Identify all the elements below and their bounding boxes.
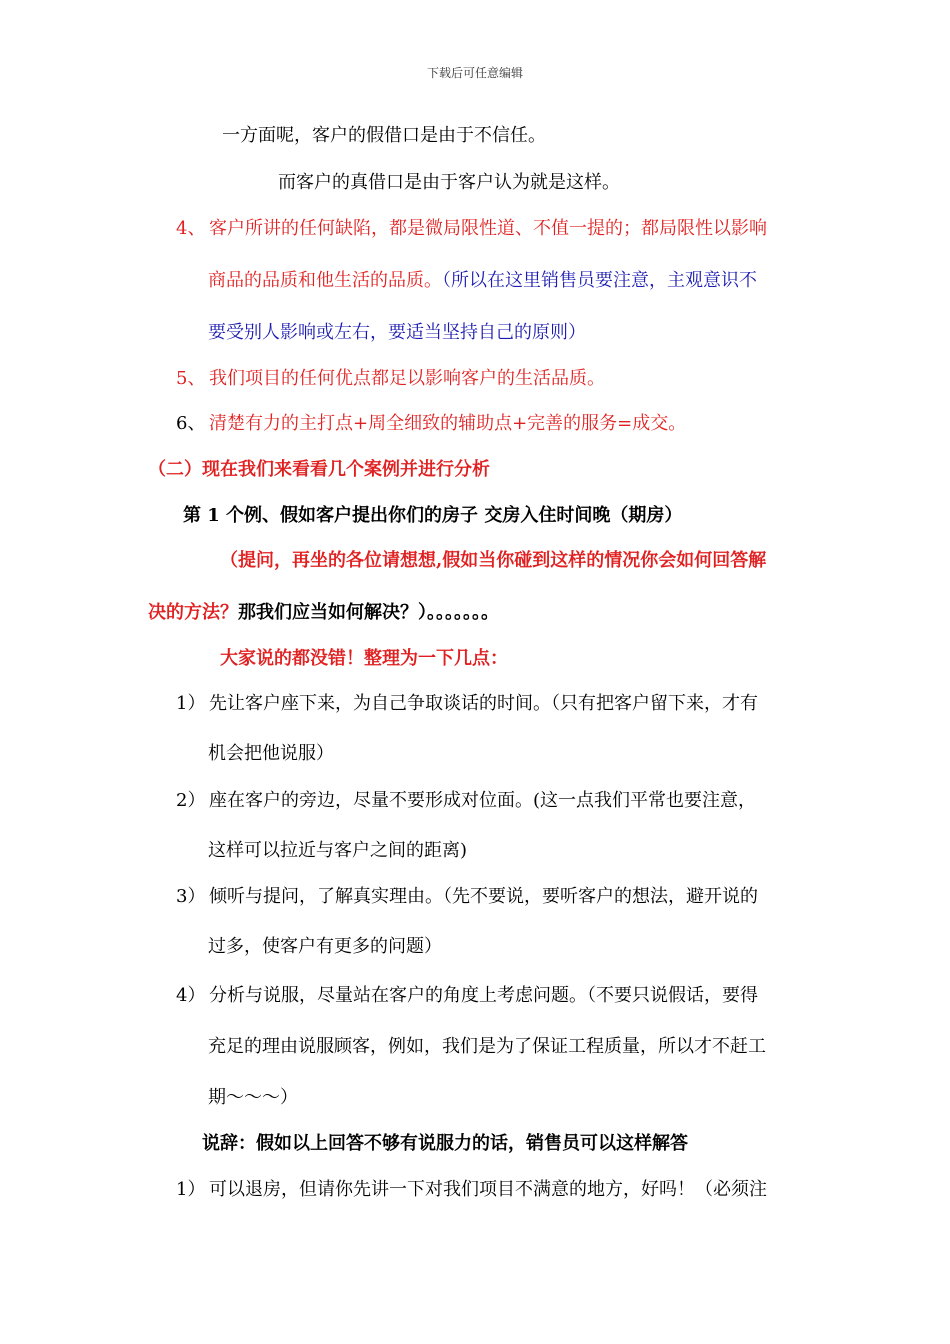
question-line: （提问，再坐的各位请想想,假如当你碰到这样的情况你会如何回答解 xyxy=(220,550,767,571)
list-number: 1） xyxy=(176,693,206,714)
list-text: 商品的品质和他生活的品质。 xyxy=(208,270,442,291)
question-text: 决的方法？ xyxy=(148,602,238,623)
question-line-cont xyxy=(148,601,499,625)
list-number: 4、 xyxy=(176,218,206,239)
list-text: 座在客户的旁边，尽量不要形成对位面。(这一点我们平常也要注意， xyxy=(209,790,757,811)
list-item-5 xyxy=(176,367,605,391)
list-text: 我们项目的任何优点都足以影响客户的生活品质。 xyxy=(209,368,605,389)
list-number: 2） xyxy=(176,790,206,811)
list-text-cont: 过多，使客户有更多的问题） xyxy=(208,936,442,957)
paragraph-line: 一方面呢，客户的假借口是由于不信任。 xyxy=(222,125,546,146)
question-text: 那我们应当如何解决？）。。。。。。。 xyxy=(238,602,499,623)
list-item-3 xyxy=(176,885,758,909)
list-item-4b xyxy=(176,984,758,1008)
paragraph-line: 而客户的真借口是由于客户认为就是这样。 xyxy=(278,172,620,193)
summary-line: 大家说的都没错！整理为一下几点： xyxy=(220,648,508,669)
list-text-cont: 机会把他说服） xyxy=(208,743,334,764)
talk-heading: 说辞：假如以上回答不够有说服力的话，销售员可以这样解答 xyxy=(202,1133,688,1154)
list-note: （所以在这里销售员要注意，主观意识不 xyxy=(442,270,757,291)
list-item-2 xyxy=(176,789,756,813)
list-text: 倾听与提问，了解真实理由。（先不要说，要听客户的想法，避开说的 xyxy=(209,886,758,907)
page-header: 下载后可任意编辑 xyxy=(426,66,523,80)
section-heading: （二）现在我们来看看几个案例并进行分析 xyxy=(148,459,490,480)
list-text: 清楚有力的主打点+周全细致的辅助点+完善的服务=成交。 xyxy=(209,413,687,434)
list-number: 3） xyxy=(176,886,206,907)
list-item-4-cont xyxy=(208,269,757,293)
list-item-6 xyxy=(176,412,686,436)
list-text: 先让客户座下来，为自己争取谈话的时间。（只有把客户留下来，才有 xyxy=(209,693,758,714)
list-number: 5、 xyxy=(176,368,206,389)
list-text-cont: 充足的理由说服顾客，例如，我们是为了保证工程质量，所以才不赶工 xyxy=(208,1036,766,1057)
list-text: 客户所讲的任何缺陷，都是微局限性道、不值一提的；都局限性以影响 xyxy=(209,218,767,239)
list-text: 可以退房，但请你先讲一下对我们项目不满意的地方，好吗！（必须注 xyxy=(209,1179,767,1200)
list-text-cont: 这样可以拉近与客户之间的距离) xyxy=(208,840,468,861)
list-item-1 xyxy=(176,692,758,716)
list-item-4 xyxy=(176,217,767,241)
talk-item-1 xyxy=(176,1178,767,1202)
list-text-cont: 期～～～） xyxy=(208,1087,298,1108)
list-number: 1） xyxy=(176,1179,206,1200)
list-note: 要受别人影响或左右，要适当坚持自己的原则） xyxy=(208,322,586,343)
list-text: 分析与说服，尽量站在客户的角度上考虑问题。（不要只说假话，要得 xyxy=(209,985,758,1006)
list-number: 4） xyxy=(176,985,206,1006)
case-heading: 第 1 个例、假如客户提出你们的房子 交房入住时间晚（期房） xyxy=(183,505,683,526)
list-number: 6、 xyxy=(176,413,206,434)
